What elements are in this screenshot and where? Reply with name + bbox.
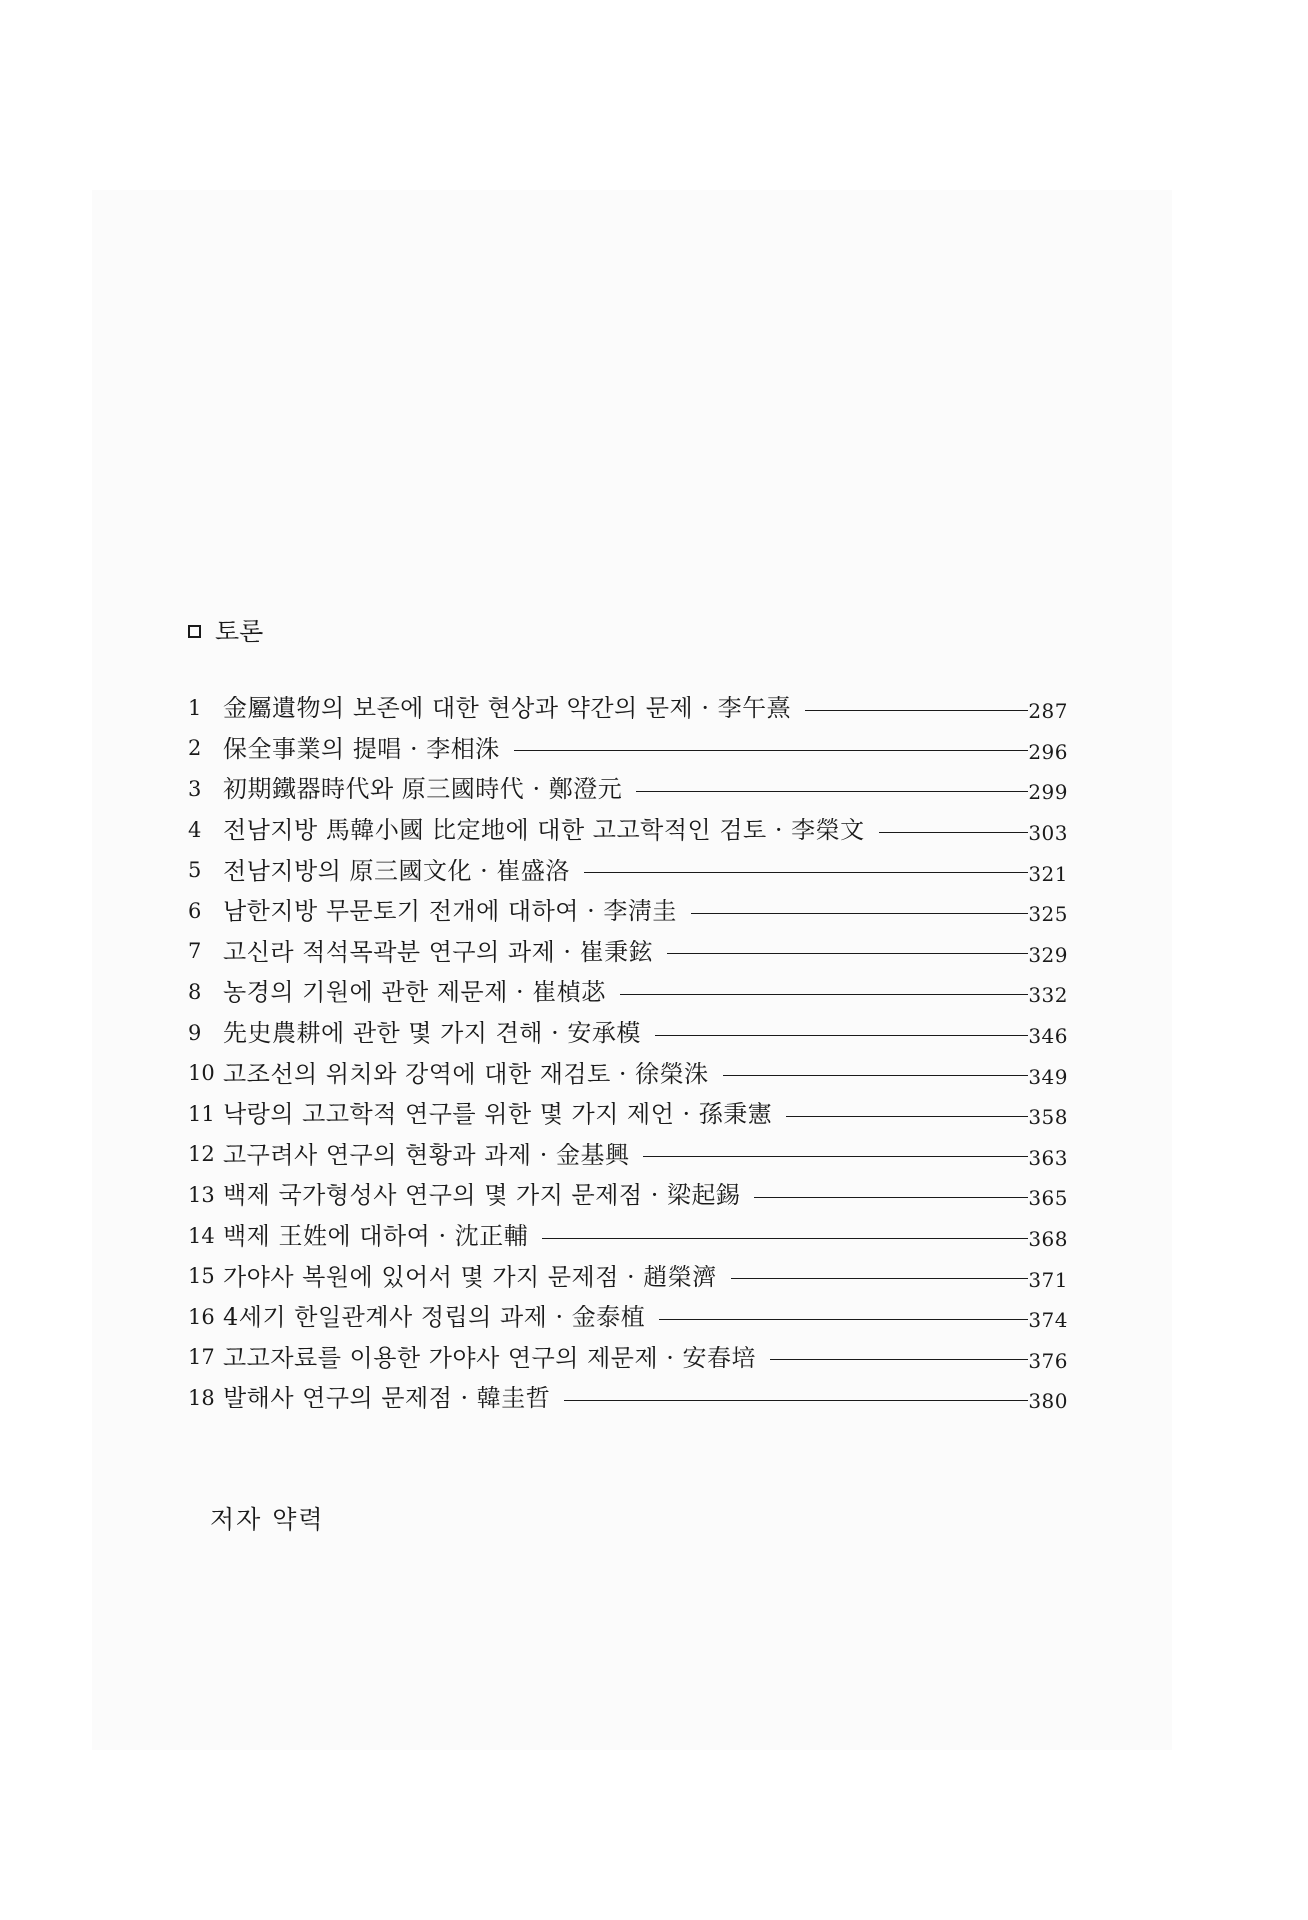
toc-entry-page: 368	[1028, 1227, 1068, 1252]
toc-entry-number: 5	[188, 858, 202, 883]
toc-entry	[188, 932, 1068, 973]
toc-entry-title: 고신라 적석목곽분 연구의 과제 · 崔秉鉉	[223, 939, 654, 964]
square-bullet-icon	[188, 625, 201, 638]
toc-entry-number: 15	[188, 1264, 215, 1289]
toc-entry-page: 303	[1028, 821, 1068, 846]
toc-entry	[188, 1175, 1068, 1216]
toc-entry-title: 농경의 기원에 관한 제문제 · 崔楨苾	[223, 980, 606, 1005]
toc-entry-number: 16	[188, 1304, 215, 1329]
toc-entry	[188, 1013, 1068, 1054]
toc-entry	[188, 1094, 1068, 1135]
toc-entry-title: 전남지방 馬韓小國 比定地에 대한 고고학적인 검토 · 李榮文	[223, 818, 865, 843]
toc-entry	[188, 891, 1068, 932]
toc-entry-page: 380	[1028, 1389, 1068, 1414]
toc-entry	[188, 850, 1068, 891]
toc-entry-page: 346	[1028, 1024, 1068, 1049]
toc-entry-number: 8	[188, 979, 202, 1004]
toc-entry-page: 287	[1028, 699, 1068, 724]
toc-entry	[188, 1053, 1068, 1094]
section-header	[188, 612, 263, 648]
toc-leader-line	[754, 1197, 1028, 1198]
toc-entry-page: 332	[1028, 983, 1068, 1008]
toc-entry-page: 329	[1028, 942, 1068, 967]
toc-entry-page: 371	[1028, 1267, 1068, 1292]
toc-leader-line	[667, 953, 1028, 954]
toc-entry-number: 7	[188, 939, 202, 964]
toc-entry-number: 14	[188, 1223, 215, 1248]
toc-entry-title: 발해사 연구의 문제점 · 韓圭哲	[223, 1386, 551, 1411]
toc-entry-number: 9	[188, 1020, 202, 1045]
toc-leader-line	[731, 1278, 1029, 1279]
toc-entry-title: 백제 王姓에 대하여 · 沈正輔	[223, 1224, 529, 1249]
toc-entry	[188, 1338, 1068, 1379]
toc-leader-line	[514, 750, 1029, 751]
toc-entry-page: 349	[1028, 1064, 1068, 1089]
toc-entry	[188, 1297, 1068, 1338]
toc-entry-title: 고고자료를 이용한 가야사 연구의 제문제 · 安春培	[223, 1345, 757, 1370]
toc-entry-page: 358	[1028, 1105, 1068, 1130]
toc-entry-title: 고조선의 위치와 강역에 대한 재검토 · 徐榮洙	[223, 1061, 709, 1086]
toc-entry-number: 18	[188, 1385, 215, 1410]
toc-leader-line	[723, 1075, 1029, 1076]
toc-leader-line	[564, 1400, 1028, 1401]
toc-entry-title: 낙랑의 고고학적 연구를 위한 몇 가지 제언 · 孫秉憲	[223, 1102, 773, 1127]
toc-entry-title: 初期鐵器時代와 原三國時代 · 鄭澄元	[223, 777, 623, 802]
toc-entry-number: 6	[188, 898, 202, 923]
toc-entry	[188, 972, 1068, 1013]
toc-leader-line	[636, 791, 1028, 792]
toc-entry-title: 4세기 한일관계사 정립의 과제 · 金泰植	[223, 1305, 646, 1330]
toc-entry-number: 17	[188, 1345, 215, 1370]
toc-leader-line	[643, 1156, 1028, 1157]
toc-leader-line	[620, 994, 1029, 995]
toc-entry-page: 374	[1028, 1308, 1068, 1333]
toc-entry-title: 가야사 복원에 있어서 몇 가지 문제점 · 趙榮濟	[223, 1264, 717, 1289]
toc-leader-line	[770, 1359, 1028, 1360]
toc-leader-line	[542, 1238, 1028, 1239]
toc-leader-line	[659, 1319, 1028, 1320]
toc-entry-title: 남한지방 무문토기 전개에 대하여 · 李淸圭	[223, 899, 677, 924]
toc-leader-line	[691, 913, 1028, 914]
toc-entry	[188, 688, 1068, 729]
toc-entry	[188, 769, 1068, 810]
toc-entry	[188, 1378, 1068, 1419]
toc-entry-title: 고구려사 연구의 현황과 과제 · 金基興	[223, 1142, 630, 1167]
toc-entry	[188, 1216, 1068, 1257]
toc-entry-number: 1	[188, 695, 202, 720]
toc-leader-line	[805, 710, 1028, 711]
toc-leader-line	[786, 1116, 1028, 1117]
toc-entry-page: 299	[1028, 780, 1068, 805]
toc-entry-page: 321	[1028, 861, 1068, 886]
toc-entry-number: 2	[188, 736, 202, 761]
toc-entry-page: 296	[1028, 739, 1068, 764]
toc-entry-title: 金屬遺物의 보존에 대한 현상과 약간의 문제 · 李午熹	[223, 696, 792, 721]
toc-entry-page: 325	[1028, 902, 1068, 927]
toc-leader-line	[655, 1035, 1028, 1036]
toc-entry-number: 12	[188, 1142, 215, 1167]
toc-leader-line	[879, 832, 1029, 833]
toc-entry-title: 백제 국가형성사 연구의 몇 가지 문제점 · 梁起錫	[223, 1183, 741, 1208]
toc-entry-number: 11	[188, 1101, 215, 1126]
toc-entry	[188, 1135, 1068, 1176]
toc-entry-page: 363	[1028, 1145, 1068, 1170]
toc-entry-number: 3	[188, 776, 202, 801]
author-bio-heading: 저자 약력	[210, 1505, 325, 1534]
toc-entry-number: 4	[188, 817, 202, 842]
toc-entry-title: 先史農耕에 관한 몇 가지 견해 · 安承模	[223, 1021, 641, 1046]
toc-entry-number: 10	[188, 1061, 215, 1086]
section-title: 토론	[215, 617, 264, 646]
toc-entry-number: 13	[188, 1182, 215, 1207]
toc-entry-page: 365	[1028, 1186, 1068, 1211]
toc-entry-title: 保全事業의 提唱 · 李相洙	[223, 736, 500, 761]
toc-entry	[188, 729, 1068, 770]
toc-entry	[188, 810, 1068, 851]
toc-entry-title: 전남지방의 原三國文化 · 崔盛洛	[223, 858, 570, 883]
table-of-contents	[188, 688, 1068, 1419]
toc-entry	[188, 1256, 1068, 1297]
toc-leader-line	[584, 872, 1028, 873]
toc-entry-page: 376	[1028, 1348, 1068, 1373]
